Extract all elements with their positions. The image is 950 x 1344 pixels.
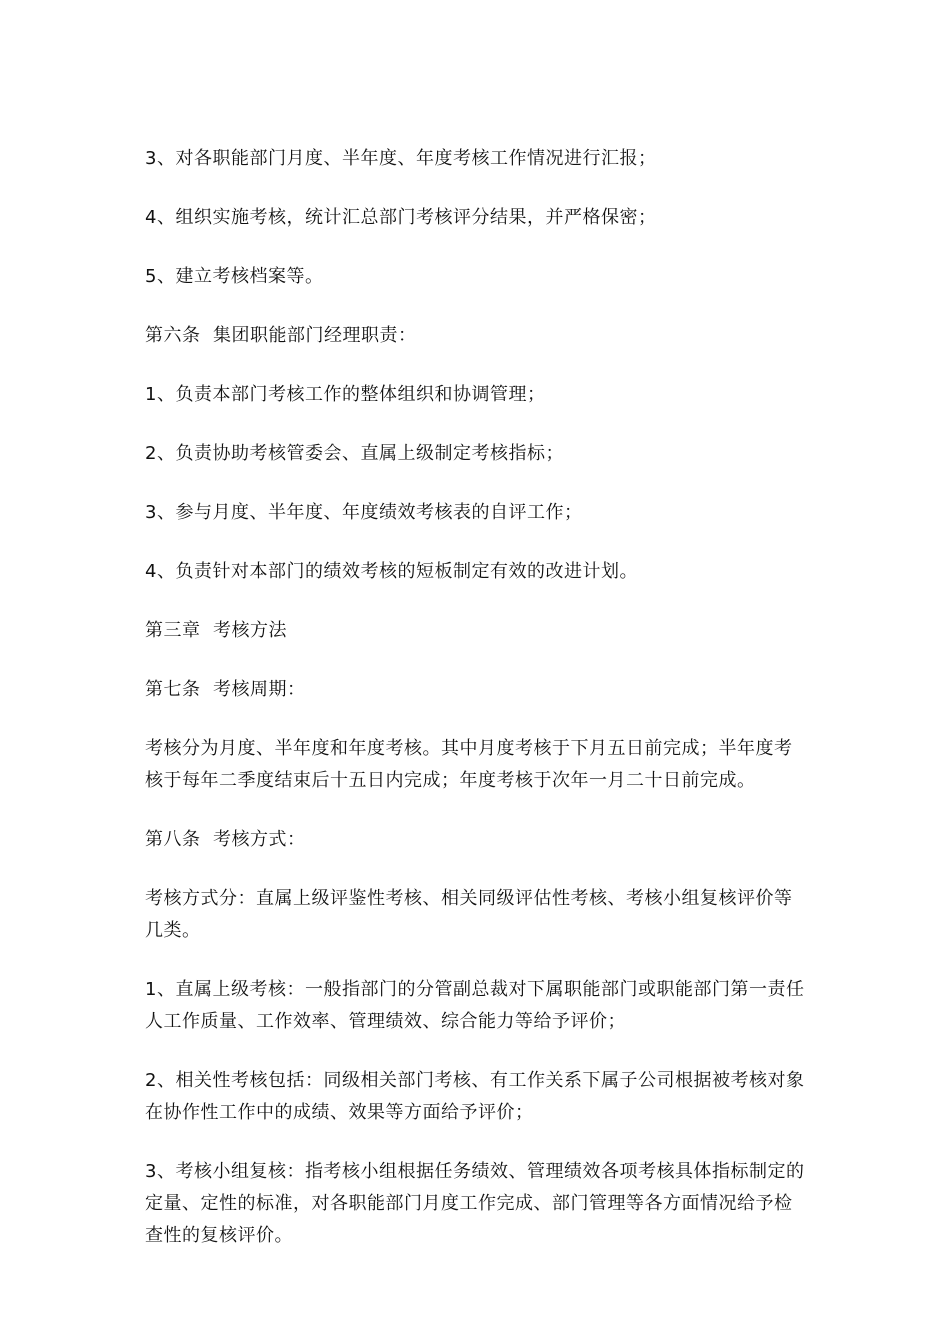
paragraph-manager-duty-4: 4、负责针对本部门的绩效考核的短板制定有效的改进计划。	[145, 561, 638, 582]
chapter-3-heading: 第三章 考核方法	[145, 620, 287, 641]
paragraph-method-1-superior: 1、直属上级考核：一般指部门的分管副总裁对下属职能部门或职能部门第一责任人工作质量、工作效率、管理绩效、综合能力等给予评价；	[145, 979, 805, 1032]
article-8-heading: 第八条 考核方式：	[145, 829, 306, 850]
paragraph-duty-4-organize: 4、组织实施考核，统计汇总部门考核评分结果，并严格保密；	[145, 207, 657, 228]
paragraph-manager-duty-1: 1、负责本部门考核工作的整体组织和协调管理；	[145, 384, 546, 405]
paragraph-assessment-methods: 考核方式分：直属上级评鉴性考核、相关同级评估性考核、考核小组复核评价等几类。	[145, 888, 793, 941]
article-6-heading: 第六条 集团职能部门经理职责：	[145, 325, 417, 346]
paragraph-assessment-cycle: 考核分为月度、半年度和年度考核。其中月度考核于下月五日前完成；半年度考核于每年二季度结束后十五日内完成；年度考核于次年一月二十日前完成。	[145, 738, 793, 791]
paragraph-manager-duty-3: 3、参与月度、半年度、年度绩效考核表的自评工作；	[145, 502, 583, 523]
paragraph-method-2-related: 2、相关性考核包括：同级相关部门考核、有工作关系下属子公司根据被考核对象在协作性工作中的成绩、效果等方面给予评价；	[145, 1070, 805, 1123]
article-7-heading: 第七条 考核周期：	[145, 679, 306, 700]
paragraph-method-3-review: 3、考核小组复核：指考核小组根据任务绩效、管理绩效各项考核具体指标制定的定量、定性的标准，对各职能部门月度工作完成、部门管理等各方面情况给予检查性的复核评价。	[145, 1161, 805, 1246]
document-body	[145, 143, 810, 1279]
paragraph-duty-5-archive: 5、建立考核档案等。	[145, 266, 324, 287]
paragraph-manager-duty-2: 2、负责协助考核管委会、直属上级制定考核指标；	[145, 443, 564, 464]
paragraph-duty-3-report: 3、对各职能部门月度、半年度、年度考核工作情况进行汇报；	[145, 148, 657, 169]
